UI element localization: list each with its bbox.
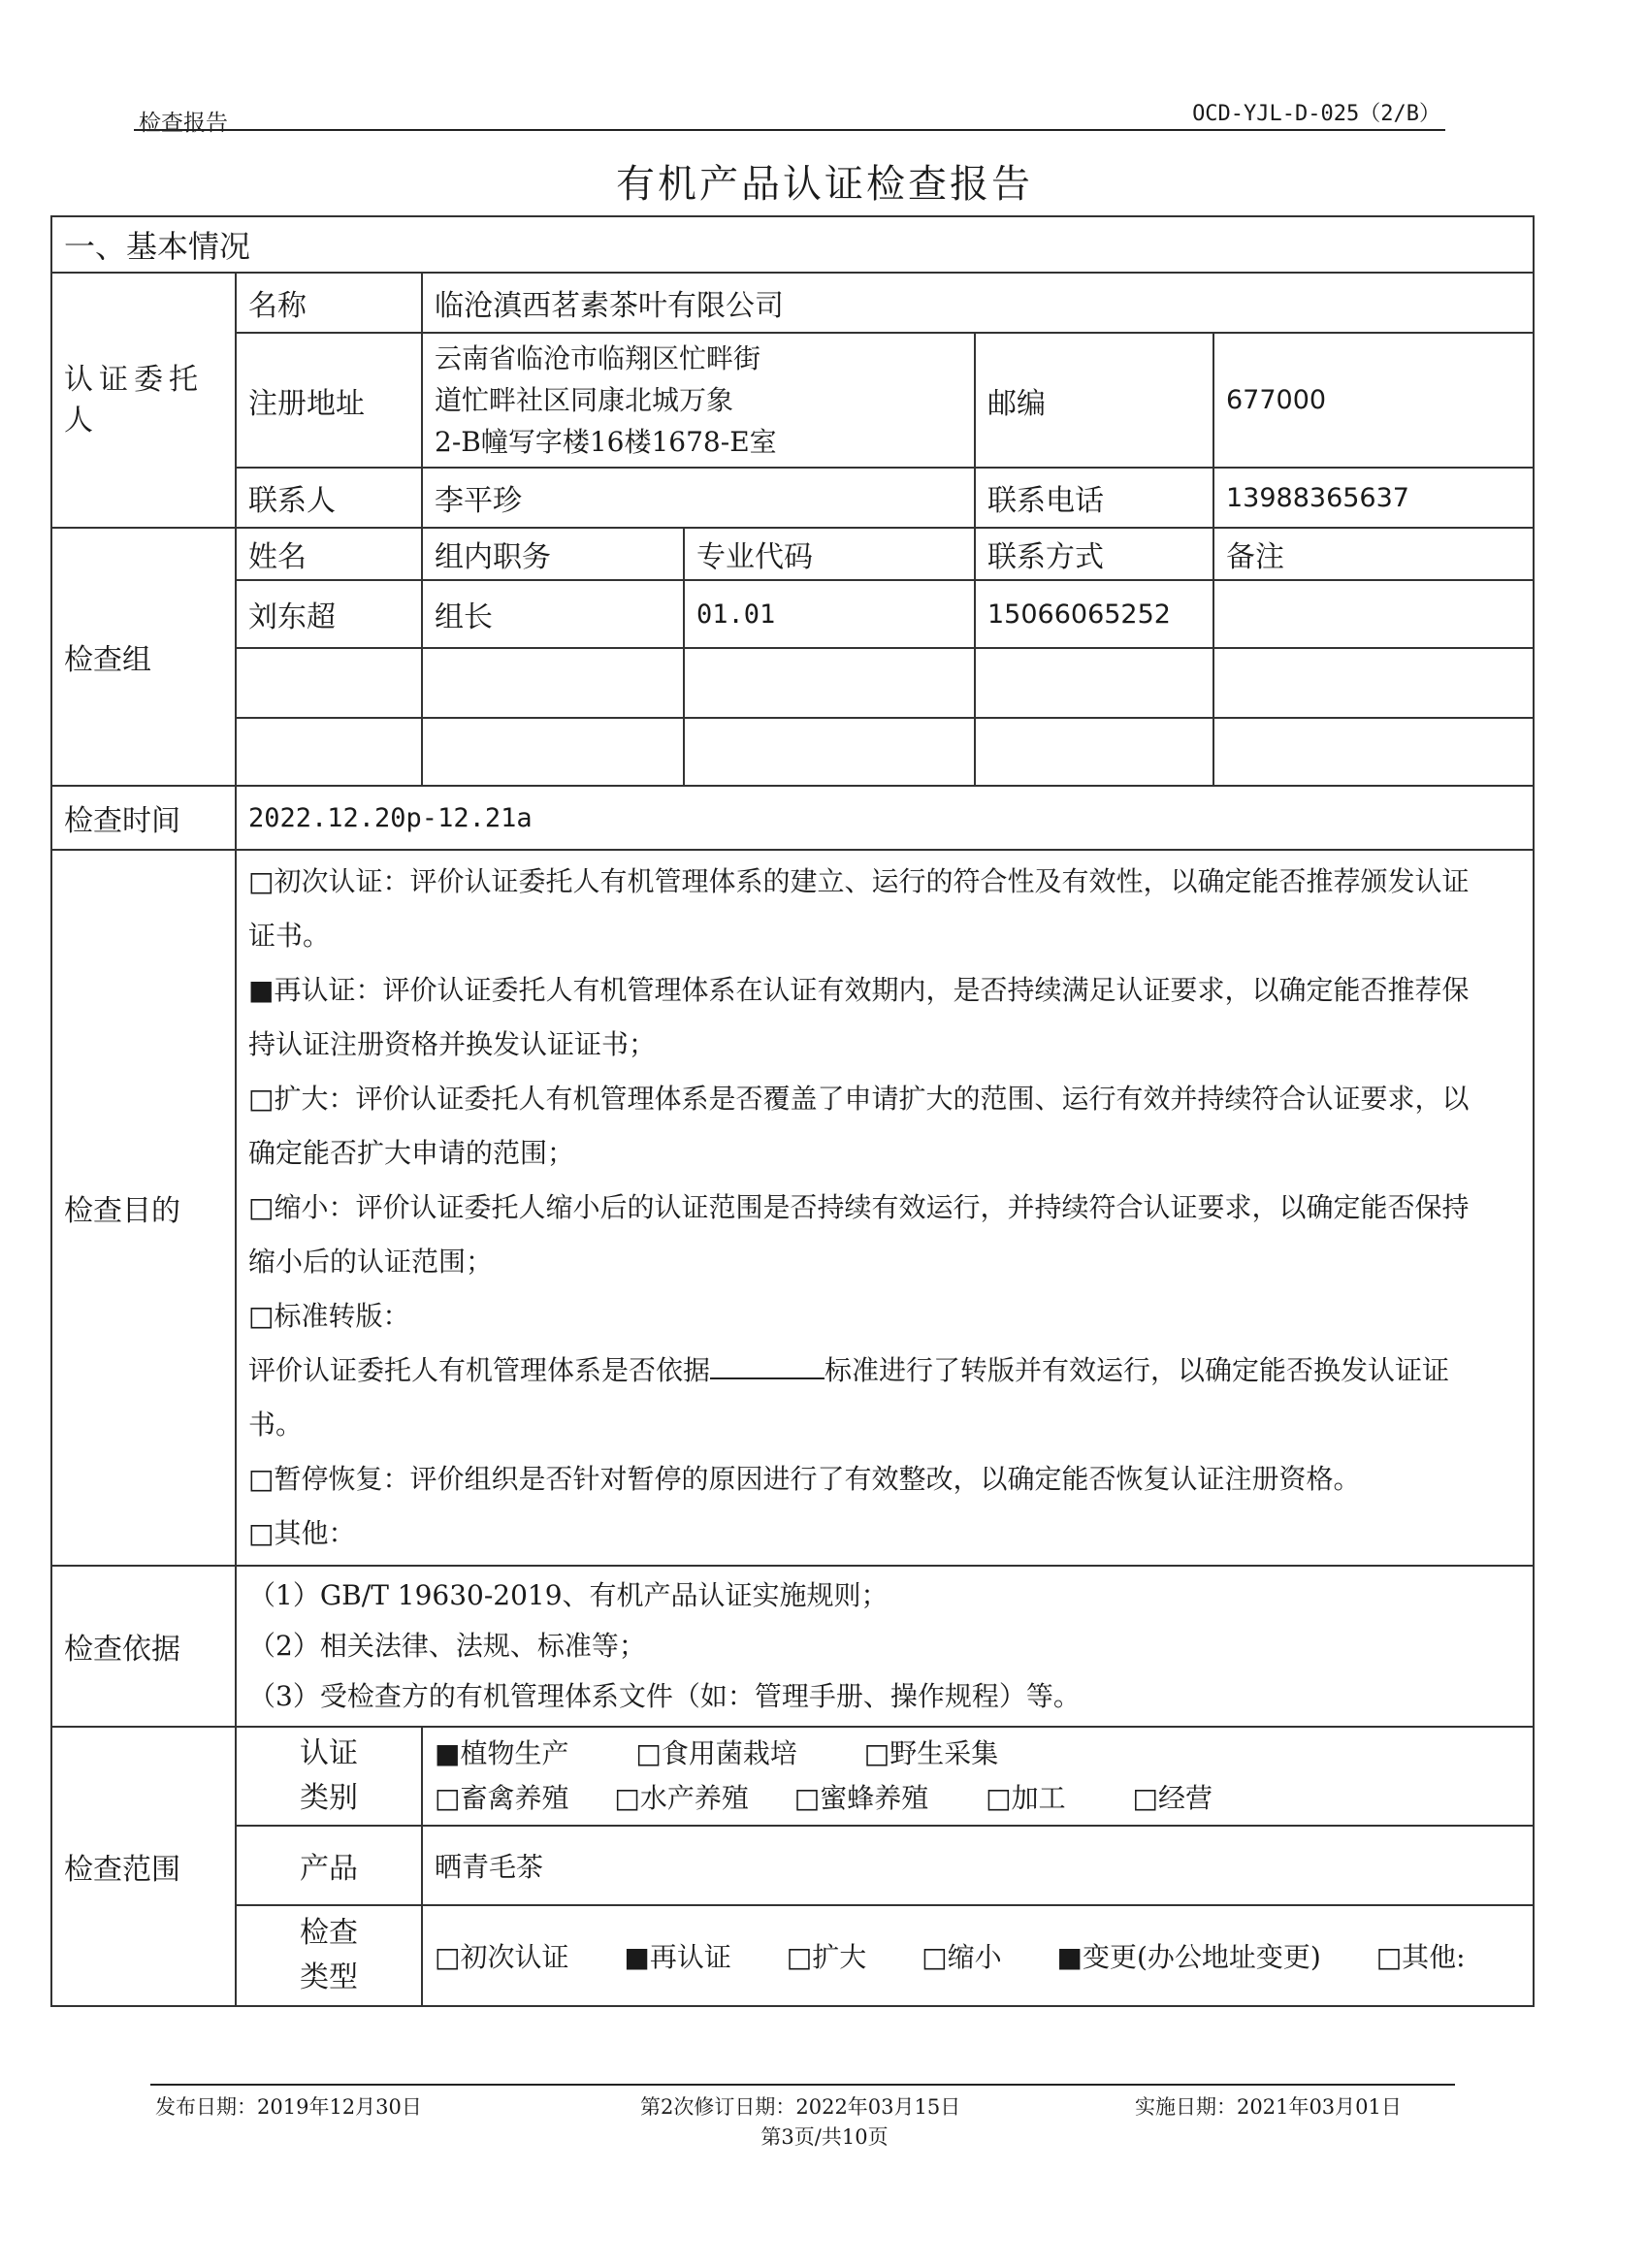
type-option: □初次认证	[435, 1941, 569, 1973]
type-label	[236, 1905, 422, 2006]
client-address-line: 道忙畔社区同康北城万象	[435, 384, 734, 416]
team-cell	[975, 648, 1213, 718]
purpose-recert-cont: 持认证注册资格并换发认证证书；	[248, 1028, 657, 1060]
category-option: □水产养殖	[614, 1782, 749, 1814]
team-header: 专业代码	[684, 528, 975, 580]
team-header: 姓名	[236, 528, 422, 580]
category-label-line: 认证	[300, 1736, 358, 1770]
basis-body	[236, 1566, 1534, 1727]
purpose-extend: □扩大：评价认证委托人有机管理体系是否覆盖了申请扩大的范围、运行有效并持续符合认证要求，以	[248, 1083, 1470, 1115]
category-label-line: 类别	[300, 1781, 358, 1815]
category-option: □蜜蜂养殖	[793, 1782, 929, 1814]
purpose-transition-text	[248, 1344, 1521, 1398]
category-option: □畜禽养殖	[435, 1782, 569, 1814]
team-cell: 01.01	[684, 580, 975, 648]
client-phone: 13988365637	[1213, 468, 1534, 528]
client-address	[422, 333, 975, 468]
inspection-time: 2022.12.20p-12.21a	[236, 786, 1534, 850]
team-cell	[1213, 580, 1534, 648]
type-label-line: 类型	[300, 1960, 358, 1994]
team-cell	[1213, 718, 1534, 786]
section-basic-info-title: 一、基本情况	[51, 216, 1534, 273]
type-option: □其他:	[1375, 1941, 1466, 1973]
team-label: 检查组	[51, 528, 236, 786]
type-option: □扩大	[786, 1941, 867, 1973]
purpose-body	[236, 850, 1534, 1566]
team-cell: 组长	[422, 580, 684, 648]
type-options	[422, 1905, 1534, 2006]
product-value: 晒青毛茶	[422, 1826, 1534, 1905]
client-contact-label: 联系人	[236, 468, 422, 528]
client-phone-label: 联系电话	[975, 468, 1213, 528]
team-cell	[684, 718, 975, 786]
basis-label: 检查依据	[51, 1566, 236, 1727]
category-option: ■植物生产	[435, 1737, 569, 1769]
category-option: □加工	[986, 1782, 1066, 1814]
category-option: □食用菌栽培	[635, 1737, 797, 1769]
scope-label: 检查范围	[51, 1727, 236, 2006]
footer-effective-date: 实施日期：2021年03月01日	[1135, 2095, 1402, 2119]
team-cell: 刘东超	[236, 580, 422, 648]
report-table	[50, 215, 1535, 2007]
purpose-reduce: □缩小：评价认证委托人缩小后的认证范围是否持续有效运行，并持续符合认证要求，以确定能否保持	[248, 1191, 1470, 1223]
purpose-initial-cont: 证书。	[248, 920, 331, 952]
client-address-line: 云南省临沧市临翔区忙畔街	[435, 342, 761, 374]
team-cell	[1213, 648, 1534, 718]
team-header: 备注	[1213, 528, 1534, 580]
team-cell	[236, 718, 422, 786]
team-cell: 15066065252	[975, 580, 1213, 648]
header-doc-code: OCD-YJL-D-025（2/B）	[1192, 102, 1440, 126]
category-options	[422, 1727, 1534, 1826]
basis-item: （3）受检查方的有机管理体系文件（如：管理手册、操作规程）等。	[248, 1680, 1081, 1712]
category-option: □野生采集	[863, 1737, 999, 1769]
purpose-transition-post: 标准进行了转版并有效运行，以确定能否换发认证证	[824, 1354, 1450, 1386]
time-label: 检查时间	[51, 786, 236, 850]
purpose-transition-pre: 评价认证委托人有机管理体系是否依据	[248, 1354, 711, 1386]
purpose-transition: □标准转版：	[248, 1300, 410, 1332]
footer-page-number: 第3页/共10页	[760, 2125, 889, 2149]
type-option: □缩小	[922, 1941, 1002, 1973]
client-name-label: 名称	[236, 273, 422, 333]
type-label-line: 检查	[300, 1916, 358, 1950]
page-title: 有机产品认证检查报告	[616, 162, 1033, 207]
team-cell	[975, 718, 1213, 786]
purpose-transition-cont: 书。	[248, 1409, 304, 1441]
purpose-initial: □初次认证：评价认证委托人有机管理体系的建立、运行的符合性及有效性，以确定能否推荐颁发认证	[248, 865, 1470, 897]
header-divider	[134, 129, 1445, 131]
purpose-label: 检查目的	[51, 850, 236, 1566]
purpose-resume: □暂停恢复：评价组织是否针对暂停的原因进行了有效整改，以确定能否恢复认证注册资格。	[248, 1463, 1361, 1495]
team-cell	[236, 648, 422, 718]
postcode-value: 677000	[1213, 333, 1534, 468]
product-label: 产品	[236, 1826, 422, 1905]
footer-revision-date: 第2次修订日期：2022年03月15日	[640, 2095, 961, 2119]
purpose-recert: ■再认证：评价认证委托人有机管理体系在认证有效期内，是否持续满足认证要求，以确定能否推荐保	[248, 974, 1470, 1006]
blank-line	[710, 1354, 824, 1379]
purpose-reduce-cont: 缩小后的认证范围；	[248, 1246, 494, 1278]
team-header: 联系方式	[975, 528, 1213, 580]
type-option: ■再认证	[624, 1941, 731, 1973]
team-header: 组内职务	[422, 528, 684, 580]
client-contact: 李平珍	[422, 468, 975, 528]
basis-item: （1）GB/T 19630-2019、有机产品认证实施规则；	[248, 1579, 889, 1611]
client-label: 认证委托人	[51, 273, 236, 528]
basis-item: （2）相关法律、法规、标准等；	[248, 1630, 646, 1662]
team-cell	[684, 648, 975, 718]
category-option: □经营	[1132, 1782, 1212, 1814]
footer-published-date: 发布日期：2019年12月30日	[155, 2095, 422, 2119]
client-name: 临沧滇西茗素茶叶有限公司	[422, 273, 1534, 333]
purpose-other: □其他：	[248, 1517, 356, 1549]
client-address-label: 注册地址	[236, 333, 422, 468]
footer-divider	[150, 2084, 1455, 2086]
type-option: ■变更(办公地址变更)	[1056, 1941, 1321, 1973]
postcode-label: 邮编	[975, 333, 1213, 468]
purpose-extend-cont: 确定能否扩大申请的范围；	[248, 1137, 575, 1169]
team-cell	[422, 718, 684, 786]
header-doc-type: 检查报告	[139, 111, 228, 136]
client-address-line: 2-B幢写字楼16楼1678-E室	[435, 426, 777, 458]
team-cell	[422, 648, 684, 718]
category-label	[236, 1727, 422, 1826]
